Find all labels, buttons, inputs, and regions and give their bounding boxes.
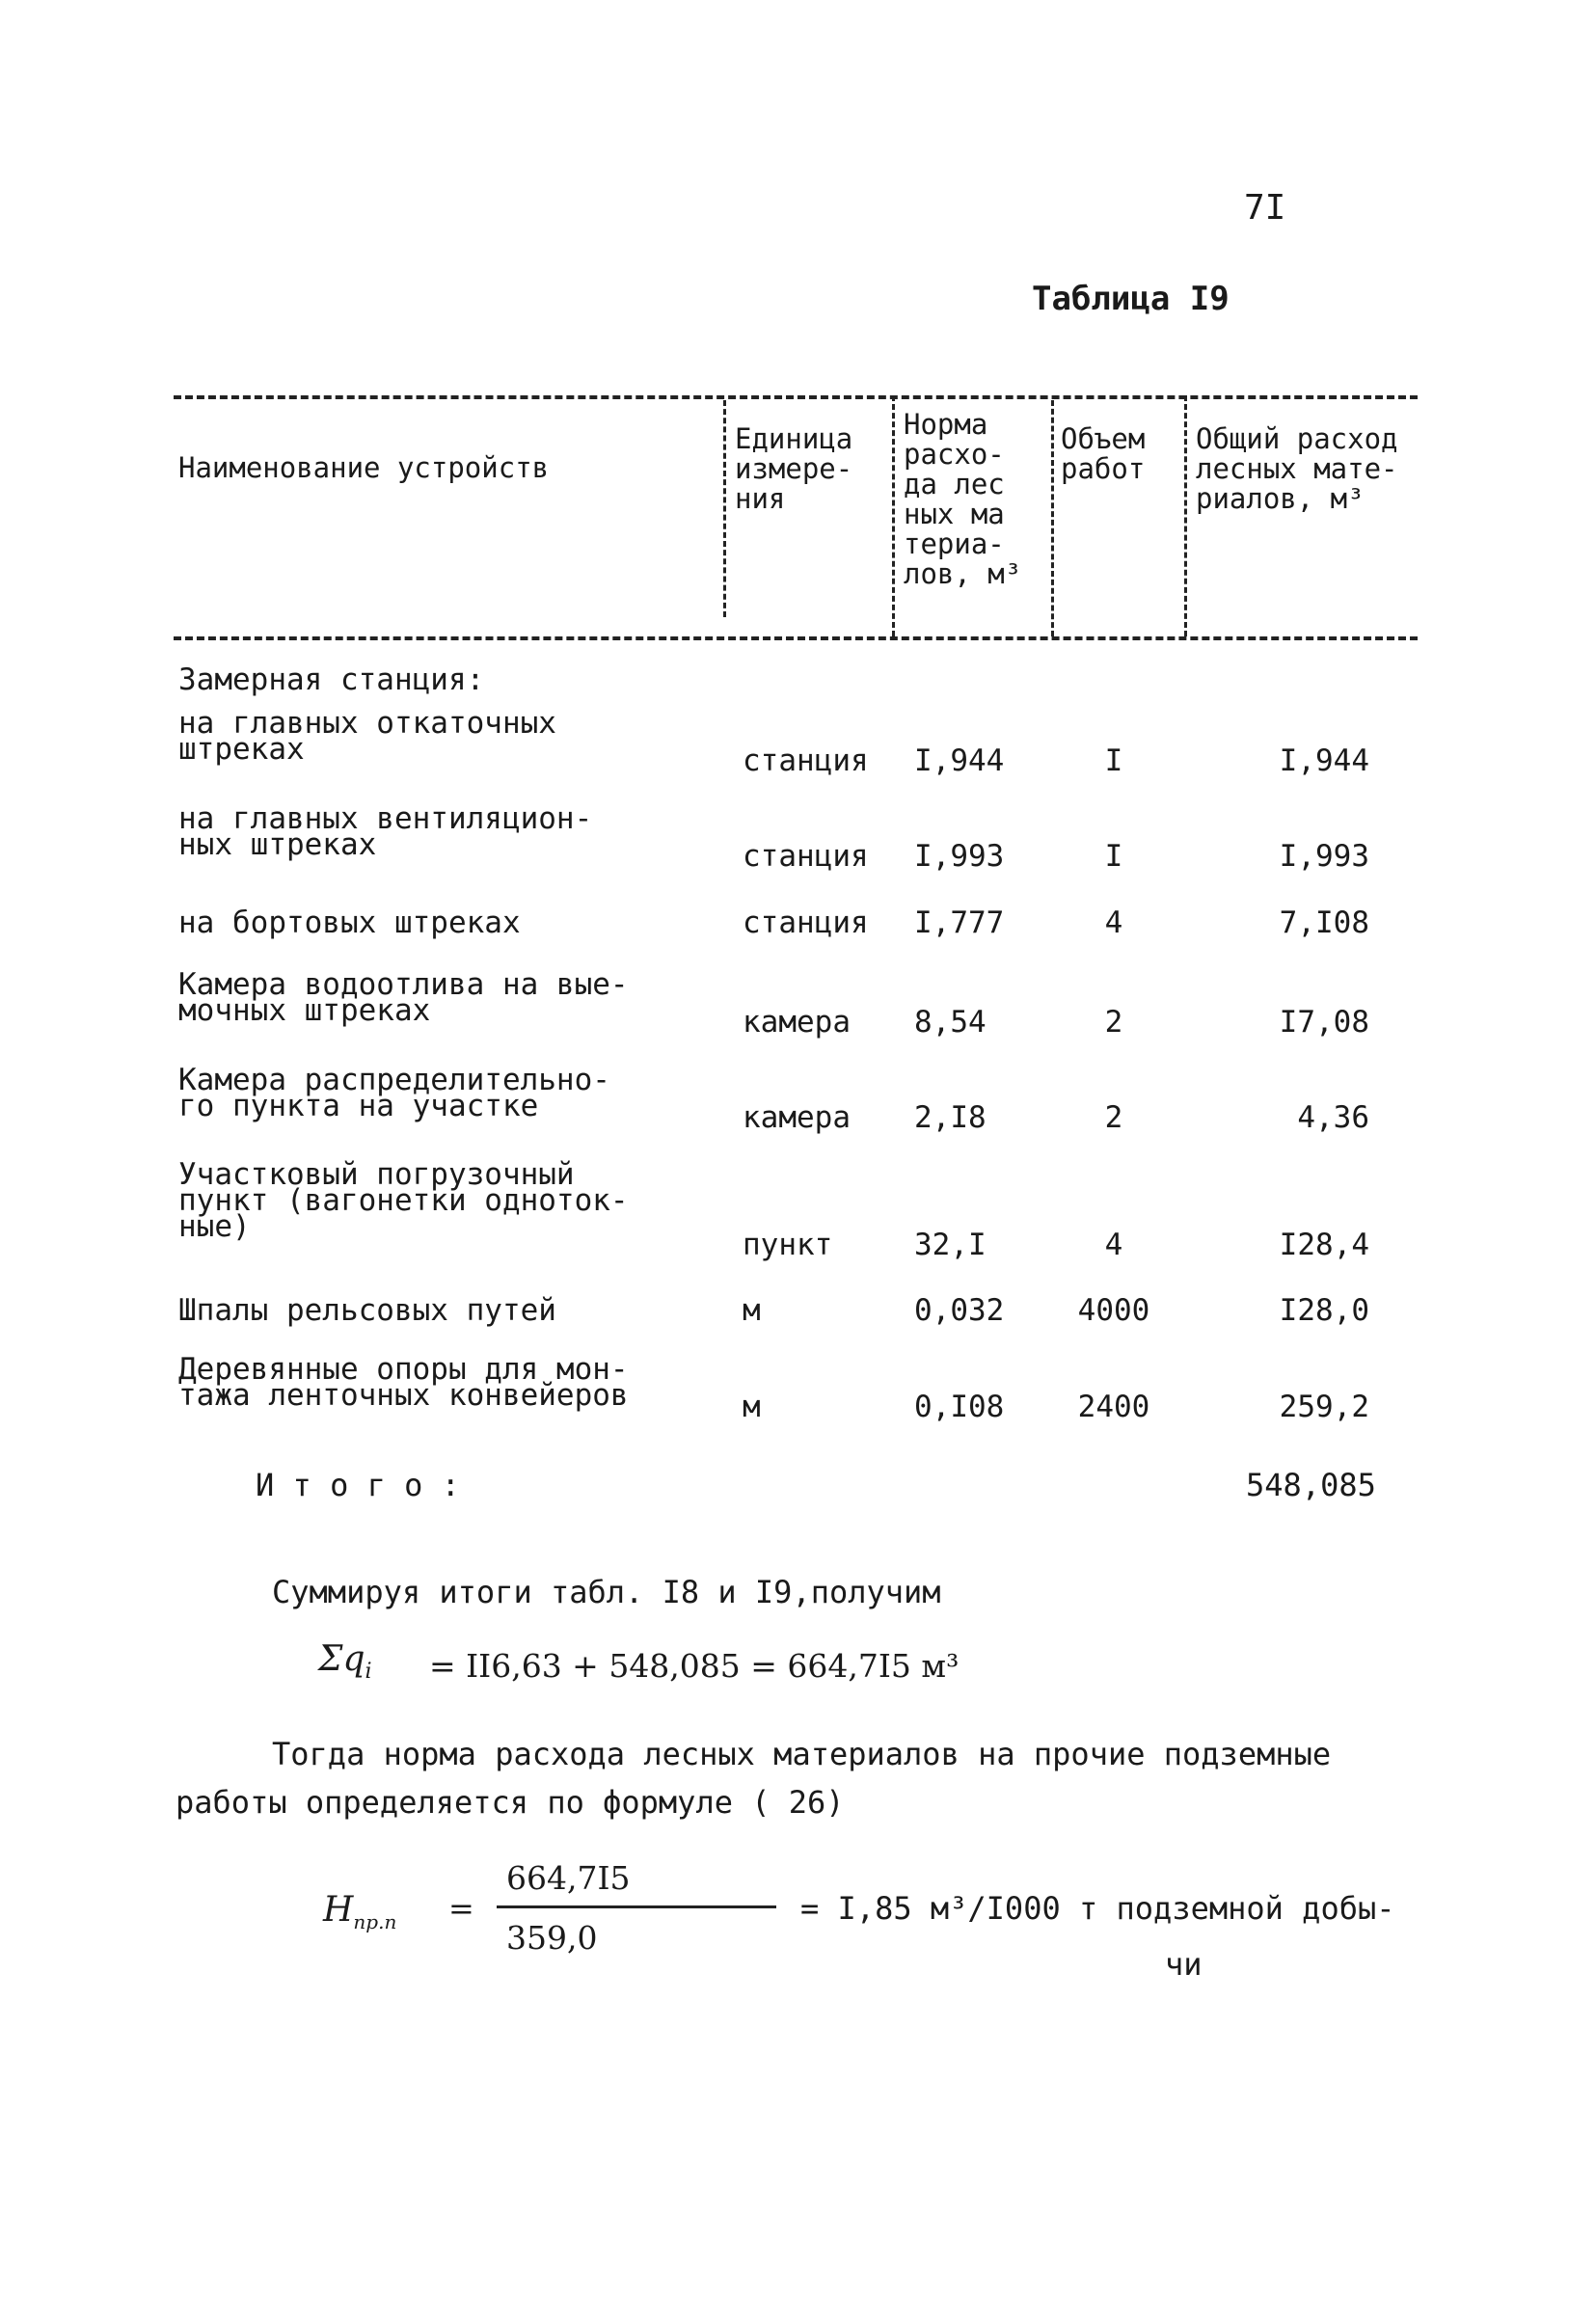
- fraction-denominator: 359,0: [506, 1919, 598, 1957]
- column-divider: [892, 395, 895, 636]
- row-total: I,993: [1279, 839, 1369, 874]
- header-rate: Норма расхо- да лес ных ма териа- лов, м³: [904, 408, 1022, 590]
- row-rate: 32,I: [914, 1228, 987, 1262]
- row-volume: 2: [1104, 1100, 1123, 1135]
- fraction-bar: [497, 1905, 776, 1908]
- row-volume: I: [1104, 743, 1123, 778]
- row-total: 259,2: [1279, 1390, 1369, 1424]
- row-total: I7,08: [1279, 1005, 1369, 1040]
- norm-line-2: работы определяется по формуле ( 26): [176, 1784, 845, 1821]
- row-unit: станция: [743, 839, 869, 874]
- row-volume: I: [1104, 839, 1123, 874]
- page-number: 7I: [1244, 188, 1286, 228]
- row-name: на главных откаточных штреках: [178, 706, 556, 767]
- row-rate: 0,I08: [914, 1390, 1005, 1424]
- row-unit: камера: [743, 1005, 851, 1040]
- formula-symbol: [323, 1890, 396, 1933]
- row-name: Шпалы рельсовых путей: [178, 1293, 556, 1328]
- formula-equals: =: [448, 1890, 474, 1927]
- row-unit: пункт: [743, 1228, 833, 1262]
- row-volume: 4000: [1077, 1293, 1150, 1328]
- row-volume: 4: [1104, 1228, 1123, 1262]
- fraction-numerator: 664,7I5: [506, 1859, 631, 1897]
- row-unit: станция: [743, 905, 869, 940]
- header-volume: Объем работ: [1061, 422, 1146, 485]
- total-label: И т о г о :: [256, 1467, 460, 1503]
- formula-letter: H: [323, 1890, 354, 1930]
- row-name: Участковый погрузочный пункт (вагонетки одноток- ные): [178, 1157, 629, 1244]
- row-total: I28,0: [1279, 1293, 1369, 1328]
- row-volume: 2400: [1077, 1390, 1150, 1424]
- row-rate: I,993: [914, 839, 1005, 874]
- row-unit: м: [743, 1390, 761, 1424]
- sum-formula: [318, 1639, 372, 1684]
- row-unit: станция: [743, 743, 869, 778]
- row-unit: камера: [743, 1100, 851, 1135]
- row-rate: 0,032: [914, 1293, 1005, 1328]
- table-top-rule: [174, 395, 1418, 399]
- row-name: Камера распределительно- го пункта на участке: [178, 1063, 610, 1123]
- row-volume: 2: [1104, 1005, 1123, 1040]
- row-total: 7,I08: [1279, 905, 1369, 940]
- header-bottom-rule: [174, 636, 1418, 640]
- sum-equation: = II6,63 + 548,085 = 664,7I5 м³: [429, 1647, 960, 1685]
- row-total: I,944: [1279, 743, 1369, 778]
- row-rate: 8,54: [914, 1005, 987, 1040]
- sum-intro: Суммируя итоги табл. I8 и I9,получим: [272, 1574, 941, 1610]
- formula-subscript: пр.п: [353, 1910, 397, 1934]
- formula-result: = I,85 м³/I000 т подземной добы-: [800, 1890, 1395, 1927]
- row-rate: I,944: [914, 743, 1005, 778]
- header-total: Общий расход лесных мате- риалов, м³: [1196, 422, 1398, 515]
- row-total: 4,36: [1297, 1100, 1369, 1135]
- column-divider: [1051, 400, 1054, 636]
- row-rate: 2,I8: [914, 1100, 987, 1135]
- total-value: 548,085: [1246, 1467, 1376, 1503]
- row-name: Деревянные опоры для мон- тажа ленточных конвейеров: [178, 1352, 629, 1413]
- sum-symbol: Σq: [318, 1639, 365, 1679]
- header-unit: Единица измере- ния: [735, 422, 853, 515]
- table-caption: Таблица I9: [1032, 280, 1230, 318]
- row-name: на бортовых штреках: [178, 905, 521, 940]
- formula-result-continued: чи: [1165, 1946, 1203, 1983]
- header-name: Наименование устройств: [178, 451, 550, 484]
- norm-line-1: Тогда норма расхода лесных материалов на прочие подземные: [272, 1736, 1332, 1772]
- sum-subscript: i: [365, 1660, 372, 1685]
- row-volume: 4: [1104, 905, 1123, 940]
- row-name: Камера водоотлива на вые- мочных штреках: [178, 967, 629, 1028]
- group-title: Замерная станция:: [178, 662, 485, 697]
- column-divider: [723, 400, 726, 617]
- row-name: на главных вентиляцион- ных штреках: [178, 801, 593, 862]
- row-unit: м: [743, 1293, 761, 1328]
- row-total: I28,4: [1279, 1228, 1369, 1262]
- row-rate: I,777: [914, 905, 1005, 940]
- column-divider: [1184, 395, 1187, 636]
